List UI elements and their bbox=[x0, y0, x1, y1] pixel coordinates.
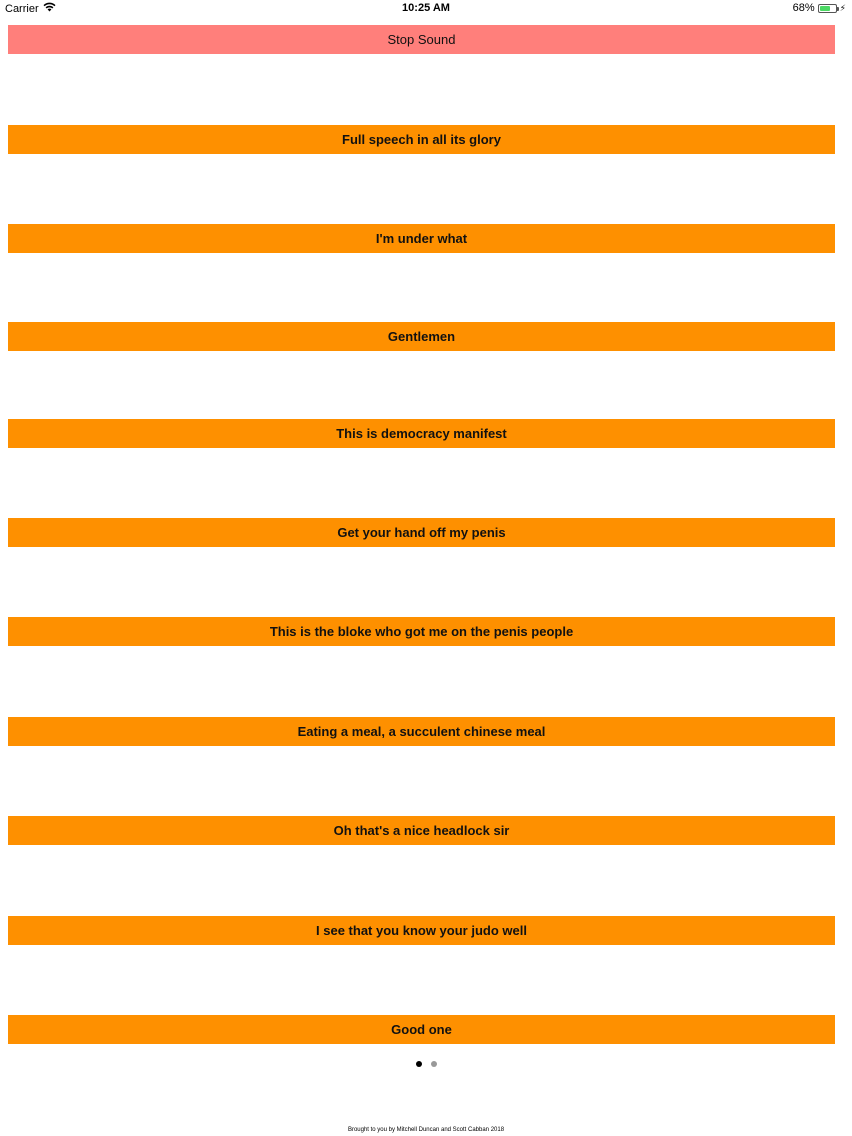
page-dot-2[interactable] bbox=[431, 1061, 437, 1067]
sound-button-bloke[interactable]: This is the bloke who got me on the penis people bbox=[8, 617, 835, 646]
sound-button-judo[interactable]: I see that you know your judo well bbox=[8, 916, 835, 945]
sound-button-good-one[interactable]: Good one bbox=[8, 1015, 835, 1044]
carrier-label: Carrier bbox=[5, 2, 39, 15]
sound-button-democracy-manifest[interactable]: This is democracy manifest bbox=[8, 419, 835, 448]
sound-button-full-speech[interactable]: Full speech in all its glory bbox=[8, 125, 835, 154]
battery-fill bbox=[820, 6, 830, 11]
battery-percent: 68% bbox=[792, 2, 815, 14]
charging-bolt-icon: ⚡ bbox=[839, 2, 846, 13]
battery-icon bbox=[818, 4, 837, 13]
stop-sound-button[interactable]: Stop Sound bbox=[8, 25, 835, 54]
status-right bbox=[793, 2, 846, 14]
sound-button-under-what[interactable]: I'm under what bbox=[8, 224, 835, 253]
sound-button-gentlemen[interactable]: Gentlemen bbox=[8, 322, 835, 351]
sound-button-succulent-meal[interactable]: Eating a meal, a succulent chinese meal bbox=[8, 717, 835, 746]
status-time: 10:25 AM bbox=[402, 2, 450, 14]
status-bar bbox=[0, 0, 852, 18]
sound-button-hand-off[interactable]: Get your hand off my penis bbox=[8, 518, 835, 547]
footer-credits: Brought to you by Mitchell Duncan and Scott Cabban 2018 bbox=[347, 1127, 505, 1133]
page-dot-1[interactable] bbox=[416, 1061, 422, 1067]
sound-button-headlock[interactable]: Oh that's a nice headlock sir bbox=[8, 816, 835, 845]
page-indicator[interactable] bbox=[0, 1061, 852, 1067]
